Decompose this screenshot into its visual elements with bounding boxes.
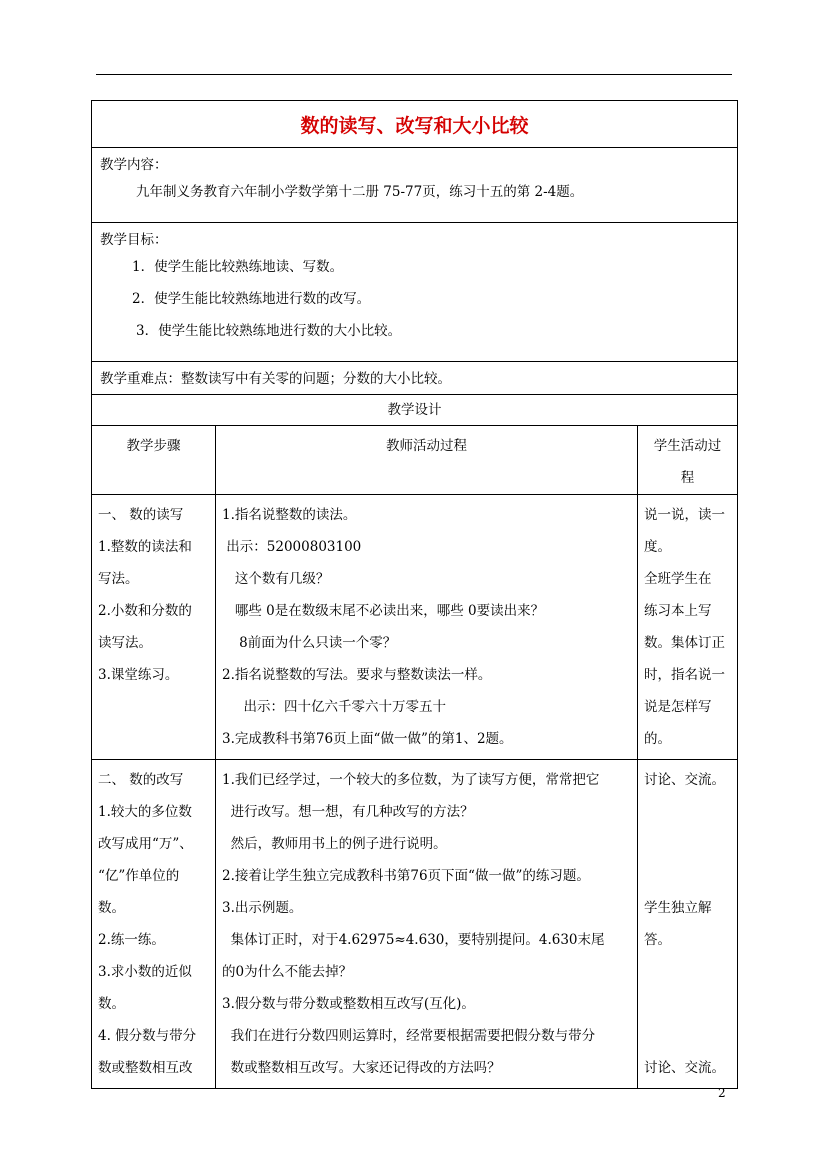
teaching-content-label: 教学内容： (100, 157, 168, 173)
objective-item: 2．使学生能比较熟练地进行数的改写。 (132, 291, 371, 307)
lesson-plan-table (91, 100, 738, 1089)
header-steps: 教学步骤 (92, 426, 216, 495)
objective-item: 3．使学生能比较熟练地进行数的大小比较。 (136, 323, 402, 339)
row1-steps: 一、 数的读写 1.整数的读法和 写法。 2.小数和分数的 读写法。 3.课堂练习。 (92, 495, 216, 760)
teaching-content-section (92, 148, 738, 223)
header-student: 学生活动过 程 (638, 426, 738, 495)
row2-student: 讨论、交流。 学生独立解 答。 讨论、交流。 (638, 760, 738, 1089)
teaching-content-text: 九年制义务教育六年制小学数学第十二册 75-77页，练习十五的第 2-4题。 (136, 184, 584, 200)
teaching-objectives-label: 教学目标： (100, 232, 168, 248)
row1-teacher: 1.指名说整数的读法。 出示：52000803100 这个数有几级？ 哪些 0是在数级末尾不必读出来，哪些 0要读出来？ 8前面为什么只读一个零？ 2.指名说整数的写法。要求与整数读法一样。 出示：四十亿六千零六十万零五十 3.完成教科书第76页上面“做一做”的第1、2题。 (216, 495, 638, 760)
objective-item: 1．使学生能比较熟练地读、写数。 (132, 259, 344, 275)
key-points-text: 教学重难点：整数读写中有关零的问题；分数的大小比较。 (100, 371, 451, 387)
page-number: 2 (718, 1086, 726, 1100)
teaching-objectives-section (92, 223, 738, 362)
lesson-title: 数的读写、改写和大小比较 (92, 101, 738, 148)
header-teacher: 教师活动过程 (216, 426, 638, 495)
row1-student: 说一说，读一 度。 全班学生在 练习本上写 数。集体订正 时，指名说一 说是怎样写 的。 (638, 495, 738, 760)
row2-steps: 二、 数的改写 1.较大的多位数 改写成用“万”、 “亿”作单位的 数。 2.练一练。 3.求小数的近似 数。 4. 假分数与带分 数或整数相互改 (92, 760, 216, 1089)
key-points-section (92, 362, 738, 395)
row2-teacher: 1.我们已经学过，一个较大的多位数，为了读写方便，常常把它 进行改写。想一想，有几种改写的方法？ 然后，教师用书上的例子进行说明。 2.接着让学生独立完成教科书第76页下面“做一做”的练习题。 3.出示例题。 集体订正时，对于4.62975≈4.630，要特别提问。4.630末尾 的0为什么不能去掉？ 3.假分数与带分数或整数相互改写(互化)。 我们在进行分数四则运算时，经常要根据需要把假分数与带分 数或整数相互改写。大家还记得改的方法吗？ (216, 760, 638, 1089)
teaching-design-heading: 教学设计 (92, 395, 738, 426)
header-rule (96, 74, 732, 75)
